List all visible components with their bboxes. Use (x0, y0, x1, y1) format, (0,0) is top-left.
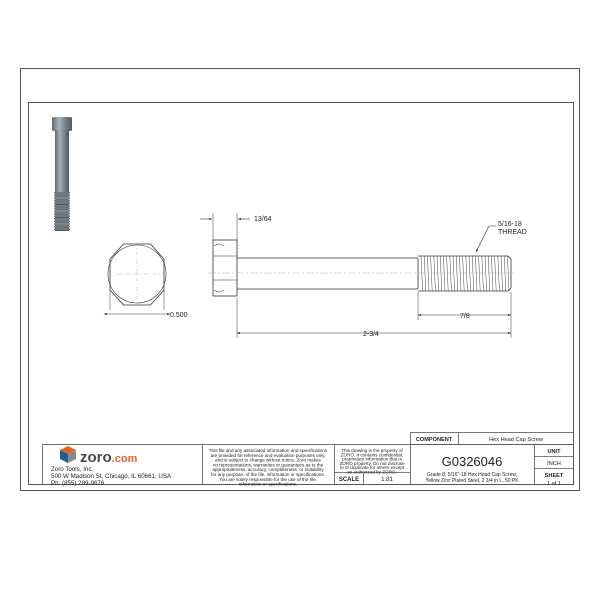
disclaimer-lines-line: are provided for reference and evaluation purposes only, (210, 452, 326, 458)
scale-label: SCALE (338, 477, 360, 483)
bolt-photo (52, 117, 72, 231)
confidential-lines-line: This drawing is the property of (341, 448, 403, 453)
dim-head-height: 13/64 (254, 216, 272, 223)
zoro-logo-text: zoro (80, 449, 112, 466)
description-line-1: Grade 8, 5/16"-18 Hex Head Cap Screw, (426, 472, 518, 478)
zoro-logo-suffix: .com (111, 453, 138, 465)
company-address: 500 W Madison St, Chicago, IL 60661, USA (51, 473, 172, 480)
thread-callout-label: THREAD (498, 229, 527, 236)
dim-across-flats: 0.500 (170, 312, 188, 319)
thread-callout-size: 5/16-18 (498, 221, 522, 228)
zoro-logo-icon (60, 446, 76, 463)
disclaimer-lines-line: for any purpose, of the file, information or specifications. (211, 472, 325, 477)
dim-overall-length: 2-3/4 (363, 331, 379, 338)
bolt-side-view (208, 240, 516, 296)
dim-head-height-lines (200, 213, 250, 240)
confidential-lines-line: ZORO. It contains confidential, (340, 452, 404, 458)
unit-value: INCH (547, 461, 561, 467)
hex-end-view (104, 242, 170, 314)
unit-label: UNIT (547, 449, 561, 455)
confidential-lines-line: to or duplicate for others except (339, 465, 405, 471)
part-number: G0326046 (441, 454, 503, 469)
disclaimer-lines-line: You are solely responsible for the use of the file, (219, 476, 317, 482)
company-name: Zoro Tools, Inc. (51, 466, 94, 473)
disclaimer-lines-line: information or specifications. (238, 481, 298, 487)
component-label: COMPONENT (415, 437, 453, 443)
confidential-lines-line: ZORO property. Do not disclose (339, 460, 405, 466)
disclaimer-lines-line: no representations, warranties or guarantees as to the (212, 462, 324, 468)
description-line-2: Yellow Zinc Plated Steel, 2 3/4 in L, 50 PK (425, 478, 519, 484)
disclaimer-lines-line: appropriateness, accuracy, completeness, or suitability (212, 467, 324, 473)
component-value: Hex Head Cap Screw (489, 437, 543, 443)
disclaimer-lines-line: This file and any associated information and specifications (208, 448, 328, 453)
sheet-label: SHEET (544, 473, 564, 479)
dim-thread-length: 7/8 (460, 313, 470, 320)
sheet-value: 1 of 1 (547, 481, 561, 487)
disclaimer-text (209, 448, 328, 487)
confidential-lines-line: proprietary information that is (342, 456, 402, 462)
zoro-logo (80, 449, 138, 466)
company-phone: Ph: (855) 289-9676 (51, 480, 105, 487)
confidentiality-text (339, 448, 404, 475)
thread-leader (476, 226, 496, 252)
confidential-lines-line: as authorized by ZORO. (347, 469, 397, 475)
disclaimer-lines-line: and is subject to change without notice. Zoro makes (215, 457, 321, 463)
scale-value: 1.81 (381, 477, 393, 483)
